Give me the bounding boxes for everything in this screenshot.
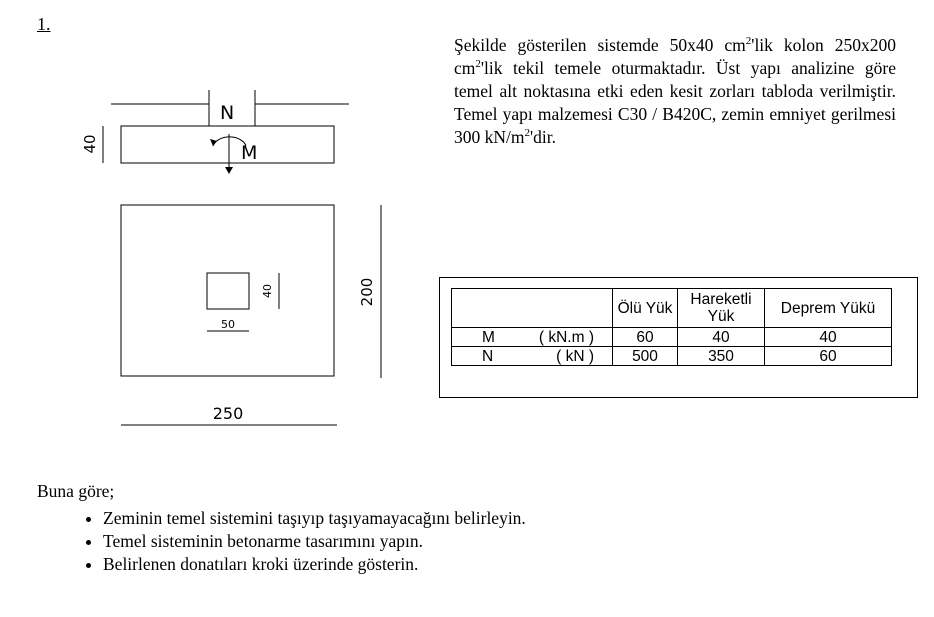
thickness-label: 40 xyxy=(81,134,99,154)
list-item: • Temel sisteminin betonarme tasarımını yapın. xyxy=(103,530,526,553)
header-dead-load: Ölü Yük xyxy=(613,289,678,328)
footing-plan xyxy=(121,205,334,376)
table-row xyxy=(452,347,892,366)
header-seismic-load: Deprem Yükü xyxy=(765,289,892,328)
row-unit: ( kN.m ) xyxy=(538,328,594,346)
superscript-1: 2 xyxy=(745,35,752,48)
moment-arc-arrow xyxy=(210,139,217,146)
problem-description xyxy=(454,34,896,149)
table-cell: 60 xyxy=(765,347,892,366)
table-cell: 40 xyxy=(765,328,892,347)
force-label: N xyxy=(220,102,235,124)
column-width-label: 50 xyxy=(221,318,235,331)
footing-elevation xyxy=(121,126,334,163)
row-name: M xyxy=(482,328,495,346)
desc-part-1: Şekilde gösterilen sistemde 50x40 cm xyxy=(454,35,746,55)
table-row xyxy=(452,328,892,347)
table-cell: 350 xyxy=(678,347,765,366)
foundation-depth-label: 200 xyxy=(358,277,376,307)
row-name: N xyxy=(482,347,494,365)
task-list xyxy=(66,507,526,576)
table-cell: 60 xyxy=(613,328,678,347)
row-unit: ( kN ) xyxy=(556,347,594,365)
intro-text: Buna göre; xyxy=(37,481,115,501)
header-empty-cell xyxy=(452,289,613,328)
load-table xyxy=(451,288,892,366)
moment-label: M xyxy=(241,142,258,164)
column-plan xyxy=(207,273,249,309)
foundation-width-label: 250 xyxy=(212,404,244,423)
superscript-2: 2 xyxy=(475,58,481,71)
header-live-load: Hareketli Yük xyxy=(678,289,765,328)
desc-part-2: 'lik kolon 250x200 cm xyxy=(454,35,896,78)
table-header-row xyxy=(452,289,892,328)
column-depth-label: 40 xyxy=(261,284,274,298)
row-label-moment xyxy=(452,328,613,347)
moment-arrow-head xyxy=(225,167,233,174)
row-label-axial xyxy=(452,347,613,366)
table-cell: 40 xyxy=(678,328,765,347)
problem-number: 1. xyxy=(37,14,51,34)
superscript-3: 2 xyxy=(524,127,530,140)
desc-part-4: 'dir. xyxy=(530,127,557,147)
desc-part-3: 'lik tekil temele oturmaktadır. Üst yapı analizine göre temel alt noktasına etki eden kesit zorları tabloda verilmiştir. Temel yapı malzemesi C30 / B420C, zemin emniyet gerilmesi 300 kN/m xyxy=(454,58,896,147)
table-cell: 500 xyxy=(613,347,678,366)
list-item: • Belirlenen donatıları kroki üzerinde gösterin. xyxy=(103,553,526,576)
list-item: • Zeminin temel sistemini taşıyıp taşıyamayacağını belirleyin. xyxy=(103,507,526,530)
